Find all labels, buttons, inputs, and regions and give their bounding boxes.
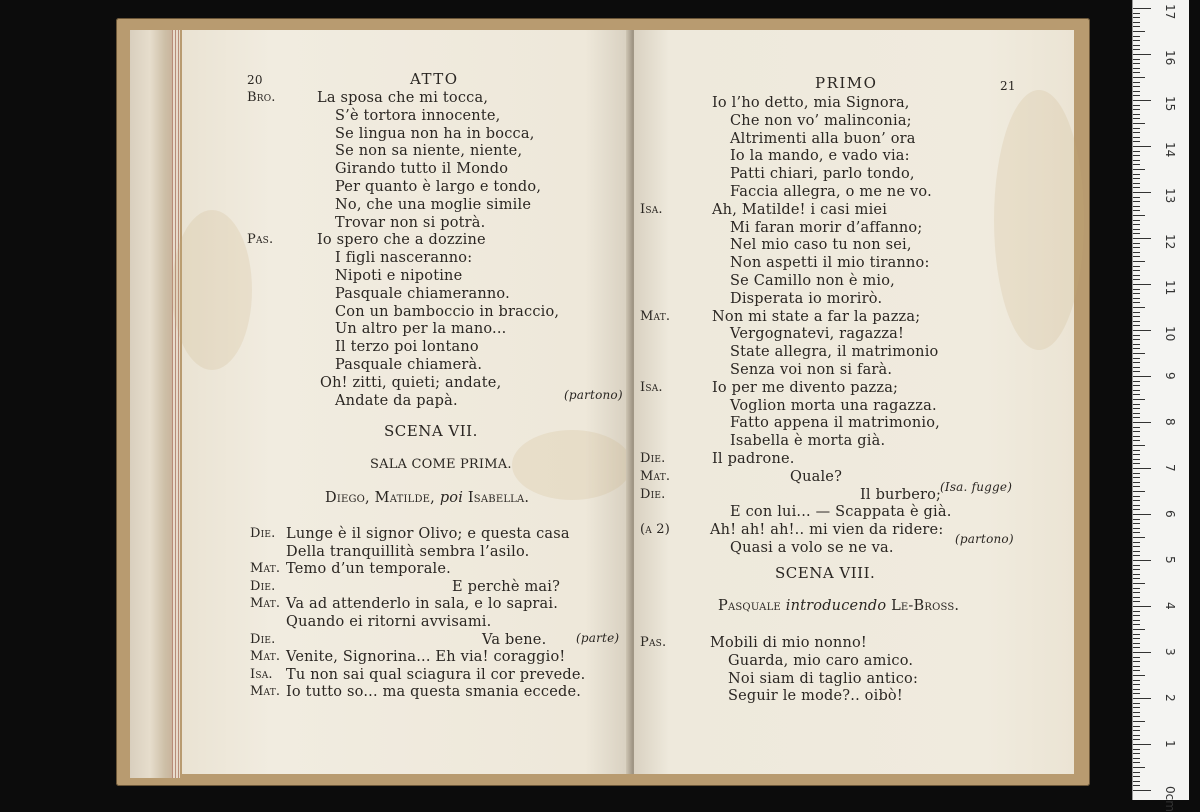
ruler-tick xyxy=(1133,528,1140,529)
ruler-tick xyxy=(1133,330,1151,331)
ruler-tick xyxy=(1133,689,1140,690)
ruler-tick xyxy=(1133,721,1145,722)
ruler-tick xyxy=(1133,454,1140,455)
ruler-tick xyxy=(1133,118,1140,119)
ruler-tick xyxy=(1133,597,1140,598)
ruler-tick xyxy=(1133,399,1145,400)
text-line: Seguir le mode?.. oibò! xyxy=(728,688,903,705)
text-line: Mobili di mio nonno! xyxy=(710,635,867,651)
speaker-label: Pas. xyxy=(640,635,667,650)
ruler-tick xyxy=(1133,588,1140,589)
ruler-tick xyxy=(1133,68,1140,69)
ruler-tick xyxy=(1133,358,1140,359)
ruler-tick xyxy=(1133,49,1140,50)
ruler-tick xyxy=(1133,206,1140,207)
ruler-tick xyxy=(1133,606,1151,607)
ruler-tick xyxy=(1133,578,1140,579)
scene-characters: Pasquale introducendo Le-Bross. xyxy=(718,598,960,614)
ruler-tick xyxy=(1133,353,1145,354)
ruler-tick xyxy=(1133,247,1140,248)
ruler-tick xyxy=(1133,13,1140,14)
ruler-tick xyxy=(1133,413,1140,414)
ruler-tick xyxy=(1133,772,1140,773)
ruler-tick xyxy=(1133,486,1140,487)
ruler-tick xyxy=(1133,137,1140,138)
page-edges xyxy=(130,30,180,778)
ruler-tick xyxy=(1133,279,1140,280)
ruler-tick xyxy=(1133,491,1145,492)
ruler-tick xyxy=(1133,394,1140,395)
ruler-tick xyxy=(1133,762,1140,763)
ruler-tick xyxy=(1133,684,1140,685)
ruler-tick xyxy=(1133,164,1140,165)
ruler-tick xyxy=(1133,408,1140,409)
ruler-tick xyxy=(1133,183,1140,184)
ruler-tick xyxy=(1133,463,1140,464)
ruler-tick xyxy=(1133,344,1140,345)
stage-direction: (Isa. fugge) xyxy=(940,480,1013,494)
text-line: Quando ei ritorni avvisami. xyxy=(286,614,492,630)
ruler-tick xyxy=(1133,620,1140,621)
ruler-label: 9 xyxy=(1163,372,1177,380)
ruler-tick xyxy=(1133,160,1140,161)
ruler-tick xyxy=(1133,72,1140,73)
ruler-tick xyxy=(1133,256,1140,257)
ruler-tick xyxy=(1133,31,1145,32)
text-line: Il terzo poi lontano xyxy=(335,339,479,356)
ruler-tick xyxy=(1133,523,1140,524)
ruler-tick xyxy=(1133,59,1140,60)
ruler-tick xyxy=(1133,335,1140,336)
ruler-tick xyxy=(1133,546,1140,547)
ruler-tick xyxy=(1133,758,1140,759)
scene-characters: Diego, Matilde, poi Isabella. xyxy=(325,490,530,506)
ruler-tick xyxy=(1133,482,1140,483)
text-line: Quale? xyxy=(790,468,843,485)
ruler-tick xyxy=(1133,233,1140,234)
ruler-tick xyxy=(1133,17,1140,18)
ruler-tick xyxy=(1133,716,1140,717)
ruler-tick xyxy=(1133,629,1145,630)
ruler-label: 8 xyxy=(1163,418,1177,426)
ruler-tick xyxy=(1133,187,1140,188)
ruler-tick xyxy=(1133,141,1140,142)
ruler-label: 10 xyxy=(1163,326,1177,342)
ruler-tick xyxy=(1133,40,1140,41)
ruler-tick xyxy=(1133,422,1151,423)
text-line: I figli nasceranno: xyxy=(335,250,473,267)
ruler-tick xyxy=(1133,680,1140,681)
ruler-tick xyxy=(1133,174,1140,175)
text-line: Il padrone. xyxy=(712,451,795,467)
ruler-tick xyxy=(1133,243,1140,244)
ruler-tick xyxy=(1133,427,1140,428)
text-line: Vergognatevi, ragazza! xyxy=(730,326,905,343)
ruler-label: 17 xyxy=(1163,4,1177,20)
ruler-tick xyxy=(1133,707,1140,708)
ruler-tick xyxy=(1133,459,1140,460)
ruler-tick xyxy=(1133,569,1140,570)
ruler-tick xyxy=(1133,45,1140,46)
page-number: 20 xyxy=(247,73,263,87)
ruler-tick xyxy=(1133,266,1140,267)
ruler-tick xyxy=(1133,601,1140,602)
speaker-label: Die. xyxy=(250,578,276,594)
text-line: Trovar non si potrà. xyxy=(335,214,486,231)
text-line: Guarda, mio caro amico. xyxy=(728,652,914,669)
ruler-tick xyxy=(1133,753,1140,754)
speaker-label: Mat. xyxy=(250,649,281,665)
ruler-tick xyxy=(1133,583,1145,584)
ruler-label: 2 xyxy=(1163,694,1177,702)
ruler-tick xyxy=(1133,178,1140,179)
ruler-tick xyxy=(1133,496,1140,497)
speaker-label: Bro. xyxy=(247,90,276,105)
ruler-tick xyxy=(1133,450,1140,451)
text-line: S’è tortora innocente, xyxy=(335,107,501,124)
ruler-tick xyxy=(1133,91,1140,92)
ruler-tick xyxy=(1133,54,1151,55)
ruler-label: 4 xyxy=(1163,602,1177,610)
text-line: Per quanto è largo e tondo, xyxy=(335,179,542,195)
ruler-tick xyxy=(1133,624,1140,625)
ruler-tick xyxy=(1133,500,1140,501)
ruler-tick xyxy=(1133,289,1140,290)
speaker-label: (a 2) xyxy=(640,522,671,538)
text-line: Tu non sai qual sciagura il cor prevede. xyxy=(286,666,586,683)
ruler-tick xyxy=(1133,703,1140,704)
text-line: Quasi a volo se ne va. xyxy=(730,540,894,556)
speaker-label: Die. xyxy=(640,451,666,466)
stage-direction: (partono) xyxy=(564,388,623,402)
ruler-tick xyxy=(1133,238,1151,239)
speaker-label: Mat. xyxy=(250,596,281,612)
ruler-tick xyxy=(1133,537,1145,538)
ruler-tick xyxy=(1133,316,1140,317)
text-line: State allegra, il matrimonio xyxy=(730,344,939,361)
ruler-label: 7 xyxy=(1163,464,1177,472)
ruler-tick xyxy=(1133,675,1145,676)
text-line: Andate da papà. xyxy=(335,392,458,409)
text-line: Io per me divento pazza; xyxy=(712,379,899,396)
ruler-tick xyxy=(1133,767,1145,768)
text-line: Faccia allegra, o me ne vo. xyxy=(730,184,932,200)
ruler-tick xyxy=(1133,468,1151,469)
text-line: Nipoti e nipotine xyxy=(335,268,463,284)
text-line: E perchè mai? xyxy=(452,578,561,595)
ruler-tick xyxy=(1133,666,1140,667)
speaker-label: Mat. xyxy=(640,468,671,484)
text-line: Pasquale chiameranno. xyxy=(335,285,510,302)
text-line: Io spero che a dozzine xyxy=(317,232,486,249)
ruler-tick xyxy=(1133,348,1140,349)
ruler-tick xyxy=(1133,739,1140,740)
speaker-label: Isa. xyxy=(250,666,273,682)
ruler-tick xyxy=(1133,36,1140,37)
text-line: Voglion morta una ragazza. xyxy=(730,397,937,414)
running-head: ATTO xyxy=(410,70,459,88)
ruler-tick xyxy=(1133,670,1140,671)
ruler-tick xyxy=(1133,436,1140,437)
stage-direction: (partono) xyxy=(955,532,1014,546)
ruler-tick xyxy=(1133,560,1151,561)
text-line: Patti chiari, parlo tondo, xyxy=(730,166,915,183)
ruler-tick xyxy=(1133,8,1151,9)
ruler-tick xyxy=(1133,146,1151,147)
ruler-tick xyxy=(1133,362,1140,363)
ruler-tick xyxy=(1133,532,1140,533)
ruler-tick xyxy=(1133,201,1140,202)
ruler-tick xyxy=(1133,155,1140,156)
ruler-label: 14 xyxy=(1163,142,1177,158)
ruler-tick xyxy=(1133,693,1140,694)
ruler-tick xyxy=(1133,82,1140,83)
text-line: Va ad attenderlo in sala, e lo saprai. xyxy=(286,596,559,613)
ruler-tick xyxy=(1133,638,1140,639)
ruler-tick xyxy=(1133,325,1140,326)
ruler-tick xyxy=(1133,123,1145,124)
ruler-tick xyxy=(1133,611,1140,612)
ruler-tick xyxy=(1133,440,1140,441)
ruler-tick xyxy=(1133,781,1140,782)
text-line: Altrimenti alla buon’ ora xyxy=(730,130,916,147)
ruler-tick xyxy=(1133,275,1140,276)
ruler-tick xyxy=(1133,744,1151,745)
ruler-label: 1 xyxy=(1163,740,1177,748)
ruler-label: 13 xyxy=(1163,188,1177,204)
text-line: Io tutto so... ma questa smania eccede. xyxy=(286,684,582,701)
ruler-tick xyxy=(1133,749,1140,750)
ruler-tick xyxy=(1133,215,1145,216)
ruler-tick xyxy=(1133,321,1140,322)
text-line: Ah! ah! ah!.. mi vien da ridere: xyxy=(710,522,944,539)
text-line: Fatto appena il matrimonio, xyxy=(730,415,940,432)
ruler-label: 0cm xyxy=(1163,786,1177,812)
ruler-tick xyxy=(1133,381,1140,382)
ruler-label: 11 xyxy=(1163,280,1177,296)
speaker-label: Mat. xyxy=(250,684,281,700)
text-line: Pasquale chiamerà. xyxy=(335,357,483,373)
text-line: Io l’ho detto, mia Signora, xyxy=(712,95,910,111)
text-line: E con lui... — Scappata è già. xyxy=(730,504,952,521)
ruler-label: 5 xyxy=(1163,556,1177,564)
ruler-tick xyxy=(1133,22,1140,23)
ruler-tick xyxy=(1133,261,1145,262)
ruler-tick xyxy=(1133,473,1140,474)
ruler-label: 15 xyxy=(1163,96,1177,112)
ruler-tick xyxy=(1133,220,1140,221)
scene-setting: SALA COME PRIMA. xyxy=(370,457,512,472)
ruler-tick xyxy=(1133,634,1140,635)
ruler-tick xyxy=(1133,652,1151,653)
text-line: Ah, Matilde! i casi miei xyxy=(712,201,888,218)
ruler-tick xyxy=(1133,505,1140,506)
ruler-label: 3 xyxy=(1163,648,1177,656)
ruler-tick xyxy=(1133,95,1140,96)
text-line: Temo d’un temporale. xyxy=(286,561,451,578)
ruler-tick xyxy=(1133,26,1140,27)
stage-direction: (parte) xyxy=(576,631,620,645)
ruler-tick xyxy=(1133,592,1140,593)
speaker-label: Mat. xyxy=(250,561,281,577)
ruler-tick xyxy=(1133,284,1151,285)
text-line: Nel mio caso tu non sei, xyxy=(730,237,912,254)
text-line: Non aspetti il mio tiranno: xyxy=(730,255,930,272)
ruler-tick xyxy=(1133,417,1140,418)
ruler-tick xyxy=(1133,151,1140,152)
ruler-tick xyxy=(1133,371,1140,372)
text-line: Se Camillo non è mio, xyxy=(730,273,895,289)
ruler-tick xyxy=(1133,551,1140,552)
ruler-tick xyxy=(1133,657,1140,658)
running-head: PRIMO xyxy=(815,74,878,92)
speaker-label: Pas. xyxy=(247,232,274,248)
ruler-tick xyxy=(1133,270,1140,271)
ruler-tick xyxy=(1133,404,1140,405)
ruler-tick xyxy=(1133,192,1151,193)
ruler-tick xyxy=(1133,307,1145,308)
text-line: Disperata io morirò. xyxy=(730,290,883,307)
ruler-tick xyxy=(1133,735,1140,736)
text-line: Isabella è morta già. xyxy=(730,433,886,450)
ruler-tick xyxy=(1133,445,1145,446)
speaker-label: Die. xyxy=(250,526,276,541)
speaker-label: Isa. xyxy=(640,201,663,217)
page-number: 21 xyxy=(1000,79,1016,93)
text-line: Il burbero; xyxy=(860,486,942,503)
text-line: Non mi state a far la pazza; xyxy=(712,308,921,325)
speaker-label: Mat. xyxy=(640,308,671,324)
ruler-tick xyxy=(1133,555,1140,556)
ruler-tick xyxy=(1133,698,1151,699)
ruler-tick xyxy=(1133,114,1140,115)
ruler-tick xyxy=(1133,385,1140,386)
ruler-tick xyxy=(1133,726,1140,727)
ruler-tick xyxy=(1133,302,1140,303)
ruler-tick xyxy=(1133,785,1140,786)
speaker-label: Die. xyxy=(250,631,276,647)
text-line: Girando tutto il Mondo xyxy=(335,161,509,178)
ruler-tick xyxy=(1133,647,1140,648)
text-line: Venite, Signorina... Eh via! coraggio! xyxy=(286,649,566,666)
text-line: Noi siam di taglio antico: xyxy=(728,670,919,687)
text-line: Va bene. xyxy=(482,631,547,648)
ruler-tick xyxy=(1133,252,1140,253)
text-line: La sposa che mi tocca, xyxy=(317,90,489,106)
text-line: Io la mando, e vado via: xyxy=(730,148,910,165)
text-line: Se non sa niente, niente, xyxy=(335,143,523,160)
text-line: Che non vo’ malinconia; xyxy=(730,112,912,129)
ruler-tick xyxy=(1133,615,1140,616)
ruler-tick xyxy=(1133,312,1140,313)
ruler-tick xyxy=(1133,339,1140,340)
ruler-tick xyxy=(1133,100,1151,101)
ruler-tick xyxy=(1133,224,1140,225)
ruler-label: 16 xyxy=(1163,50,1177,66)
text-line: Lunge è il signor Olivo; e questa casa xyxy=(286,526,570,542)
text-line: Con un bamboccio in braccio, xyxy=(335,303,560,320)
ruler-tick xyxy=(1133,298,1140,299)
text-line: Oh! zitti, quieti; andate, xyxy=(320,374,502,391)
ruler-tick xyxy=(1133,128,1140,129)
ruler-tick xyxy=(1133,390,1140,391)
scene-title: SCENA VIII. xyxy=(775,564,876,582)
ruler-tick xyxy=(1133,132,1140,133)
ruler-tick xyxy=(1133,169,1145,170)
ruler-label: 6 xyxy=(1163,510,1177,518)
text-line: Della tranquillità sembra l’asilo. xyxy=(286,543,530,560)
ruler-tick xyxy=(1133,776,1140,777)
speaker-label: Isa. xyxy=(640,379,663,395)
measuring-ruler xyxy=(1132,0,1189,812)
text-line: Se lingua non ha in bocca, xyxy=(335,125,535,142)
ruler-label: 12 xyxy=(1163,234,1177,250)
ruler-tick xyxy=(1133,376,1151,377)
text-line: No, che una moglie simile xyxy=(335,196,532,213)
ruler-tick xyxy=(1133,105,1140,106)
ruler-tick xyxy=(1133,565,1140,566)
ruler-tick xyxy=(1133,790,1151,791)
ruler-tick xyxy=(1133,514,1151,515)
text-line: Un altro per la mano... xyxy=(335,321,507,338)
ruler-tick xyxy=(1133,86,1140,87)
ruler-tick xyxy=(1133,542,1140,543)
ruler-tick xyxy=(1133,730,1140,731)
ruler-tick xyxy=(1133,197,1140,198)
ruler-tick xyxy=(1133,574,1140,575)
ruler-tick xyxy=(1133,477,1140,478)
ruler-tick xyxy=(1133,293,1140,294)
ruler-tick xyxy=(1133,109,1140,110)
ruler-tick xyxy=(1133,661,1140,662)
scene-title: SCENA VII. xyxy=(384,422,478,440)
text-line: Senza voi non si farà. xyxy=(730,362,893,378)
ruler-tick xyxy=(1133,77,1145,78)
ruler-tick xyxy=(1133,210,1140,211)
ruler-tick xyxy=(1133,63,1140,64)
ruler-tick xyxy=(1133,229,1140,230)
ruler-tick xyxy=(1133,431,1140,432)
speaker-label: Die. xyxy=(640,486,666,502)
ruler-tick xyxy=(1133,367,1140,368)
ruler-tick xyxy=(1133,509,1140,510)
text-line: Mi faran morir d’affanno; xyxy=(730,219,923,236)
ruler-tick xyxy=(1133,519,1140,520)
ruler-tick xyxy=(1133,712,1140,713)
ruler-tick xyxy=(1133,643,1140,644)
